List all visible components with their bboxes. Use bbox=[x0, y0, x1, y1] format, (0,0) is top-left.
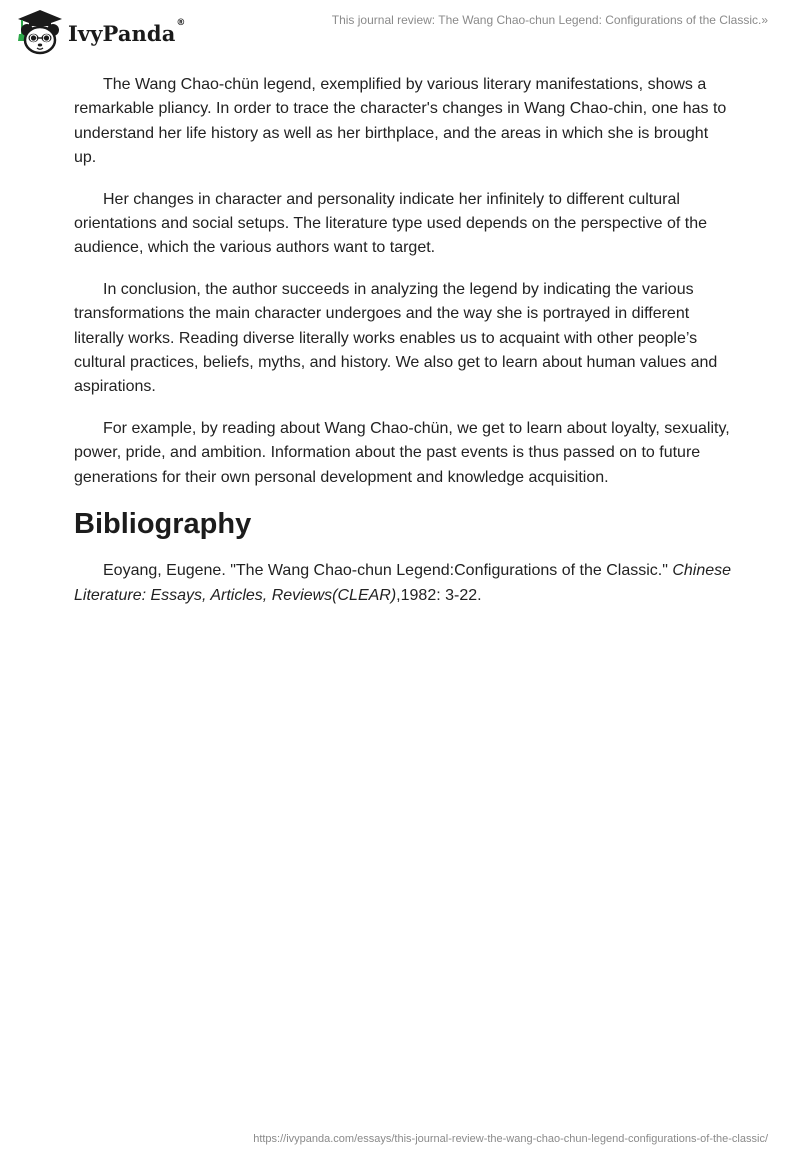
source-url[interactable]: https://ivypanda.com/essays/this-journal-review-the-wang-chao-chun-legend-configurations-of-the-classic/ bbox=[253, 1133, 768, 1145]
body-paragraph-2: Her changes in character and personality indicate her infinitely to different cultural orientations and social setups. The literature type used depends on the perspective of the audience, which the various authors want to target. bbox=[74, 190, 707, 257]
bibliography-journal-title: Chinese Literature: Essays, Articles, Reviews(CLEAR) bbox=[74, 562, 732, 604]
brand-logo[interactable] bbox=[14, 8, 186, 56]
document-title: This journal review: The Wang Chao-chun Legend: Configurations of the Classic.» bbox=[331, 13, 768, 27]
page-header bbox=[0, 0, 800, 62]
essay-body bbox=[74, 73, 734, 608]
bibliography-heading: Bibliography bbox=[74, 508, 252, 541]
body-paragraph-1: The Wang Chao-chün legend, exemplified by various literary manifestations, shows a remarkable pliancy. In order to trace the character's changes in Wang Chao-chin, one has to understand her life history as well as her birthplace, and the areas in which she is brought up. bbox=[74, 76, 727, 167]
body-paragraph-3: In conclusion, the author succeeds in analyzing the legend by indicating the various transformations the main character undergoes and the way she is portrayed in different literally works. Reading diverse literally works enables us to acquaint with other people’s cultural practices, beliefs, myths, and history. We also get to learn about human values and aspirations. bbox=[74, 280, 718, 396]
bibliography-entry bbox=[74, 559, 734, 608]
bibliography-entry-main: Eoyang, Eugene. "The Wang Chao-chun Legend:Configurations of the Classic." bbox=[103, 562, 673, 580]
registered-mark: ® bbox=[176, 17, 186, 28]
brand-name: IvyPanda® bbox=[68, 17, 186, 46]
body-paragraph-4: For example, by reading about Wang Chao-chün, we get to learn about loyalty, sexuality, power, pride, and ambition. Information about the past events is thus passed on to future generations for their own personal development and knowledge acquisition. bbox=[74, 419, 730, 486]
panda-graduate-icon bbox=[14, 8, 66, 56]
bibliography-entry-tail: ,1982: 3-22. bbox=[396, 586, 482, 604]
